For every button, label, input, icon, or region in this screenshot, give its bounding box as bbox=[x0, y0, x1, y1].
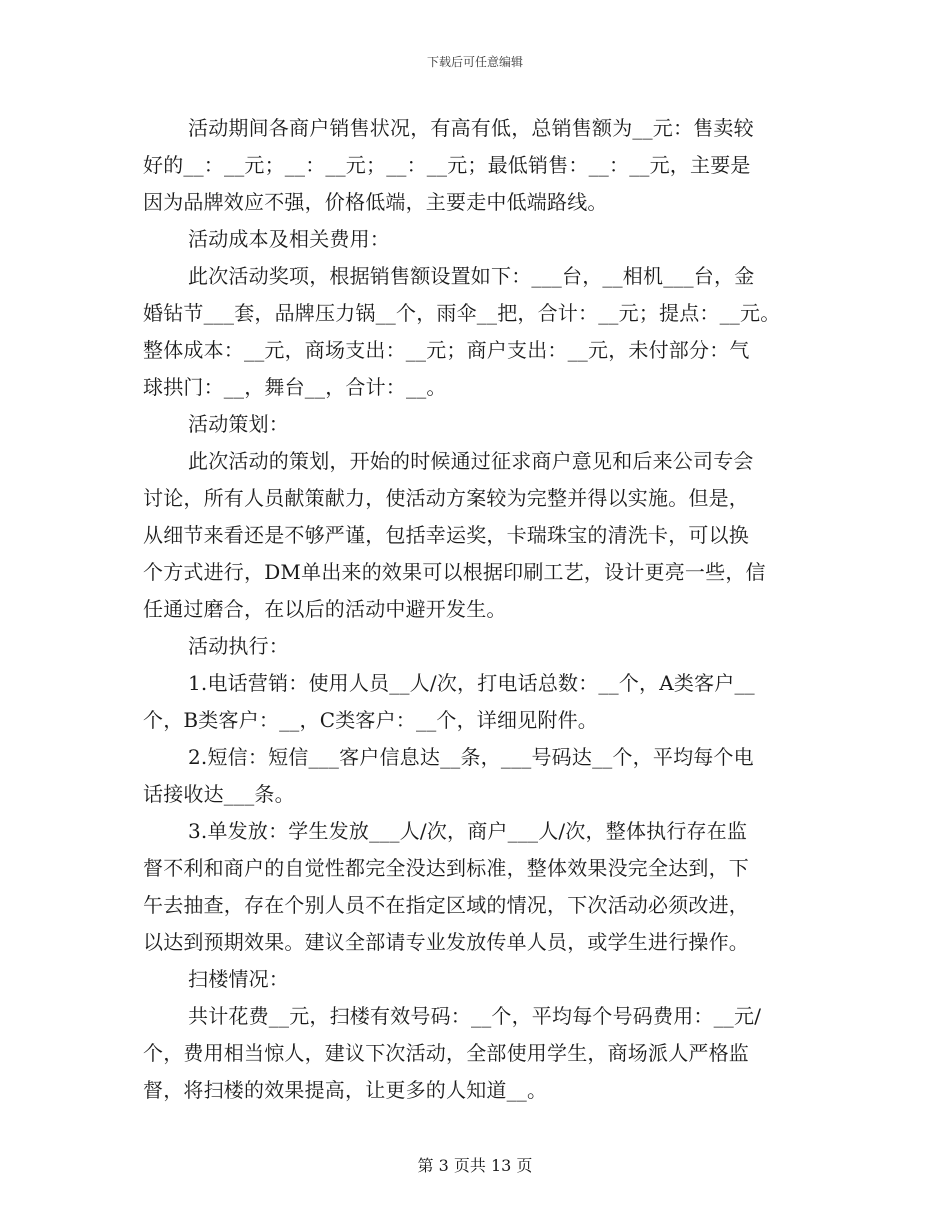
body-line: 3.单发放：学生发放___人/次，商户___人/次，整体执行存在监 bbox=[188, 819, 748, 843]
body-line: 此次活动的策划，开始的时候通过征求商户意见和后来公司专会 bbox=[188, 449, 754, 473]
body-line: 因为品牌效应不强，价格低端，主要走中低端路线。 bbox=[143, 190, 608, 214]
body-line: 活动期间各商户销售状况，有高有低，总销售额为__元：售卖较 bbox=[188, 116, 754, 140]
body-line: 整体成本：__元，商场支出：__元；商户支出：__元，未付部分：气 bbox=[143, 338, 750, 362]
section-heading: 活动成本及相关费用： bbox=[188, 227, 390, 251]
body-line: 此次活动奖项，根据销售额设置如下：___台，__相机___台，金 bbox=[188, 264, 755, 288]
body-line: 个方式进行，DM单出来的效果可以根据印刷工艺，设计更亮一些，信 bbox=[143, 560, 766, 584]
body-line: 2.短信：短信___客户信息达__条，___号码达__个，平均每个电 bbox=[188, 745, 754, 769]
section-heading: 活动执行： bbox=[188, 634, 289, 658]
section-heading: 活动策划： bbox=[188, 412, 289, 436]
body-line: 个，费用相当惊人，建议下次活动，全部使用学生，商场派人严格监 bbox=[143, 1041, 749, 1065]
body-line: 午去抽查，存在个别人员不在指定区域的情况，下次活动必须改进， bbox=[143, 893, 749, 917]
body-line: 督，将扫楼的效果提高，让更多的人知道__。 bbox=[143, 1078, 548, 1102]
body-line: 球拱门：__，舞台__，合计：__。 bbox=[143, 375, 447, 399]
page-number-footer: 第 3 页共 13 页 bbox=[417, 1156, 533, 1175]
page-header: 下载后可任意编辑 bbox=[426, 55, 523, 69]
body-line: 以达到预期效果。建议全部请专业发放传单人员，或学生进行操作。 bbox=[143, 930, 749, 954]
body-line: 督不利和商户的自觉性都完全没达到标准，整体效果没完全达到，下 bbox=[143, 856, 749, 880]
body-line: 话接收达___条。 bbox=[143, 782, 295, 806]
body-line: 1.电话营销：使用人员__人/次，打电话总数：__个，A类客户__ bbox=[188, 671, 755, 695]
body-line: 共计花费__元，扫楼有效号码：__个，平均每个号码费用：__元/ bbox=[188, 1004, 762, 1028]
document-body bbox=[143, 110, 823, 1109]
body-line: 婚钻节___套，品牌压力锅__个，雨伞__把，合计：__元；提点：__元。 bbox=[143, 301, 781, 325]
section-heading: 扫楼情况： bbox=[188, 967, 289, 991]
body-line: 讨论，所有人员献策献力，使活动方案较为完整并得以实施。但是， bbox=[143, 486, 749, 510]
body-line: 从细节来看还是不够严谨，包括幸运奖，卡瑞珠宝的清洗卡，可以换 bbox=[143, 523, 749, 547]
body-line: 任通过磨合，在以后的活动中避开发生。 bbox=[143, 597, 507, 621]
body-line: 个，B类客户：__，C类客户：__个，详细见附件。 bbox=[143, 708, 598, 732]
body-line: 好的__：__元；__：__元；__：__元；最低销售：__：__元，主要是 bbox=[143, 153, 751, 177]
